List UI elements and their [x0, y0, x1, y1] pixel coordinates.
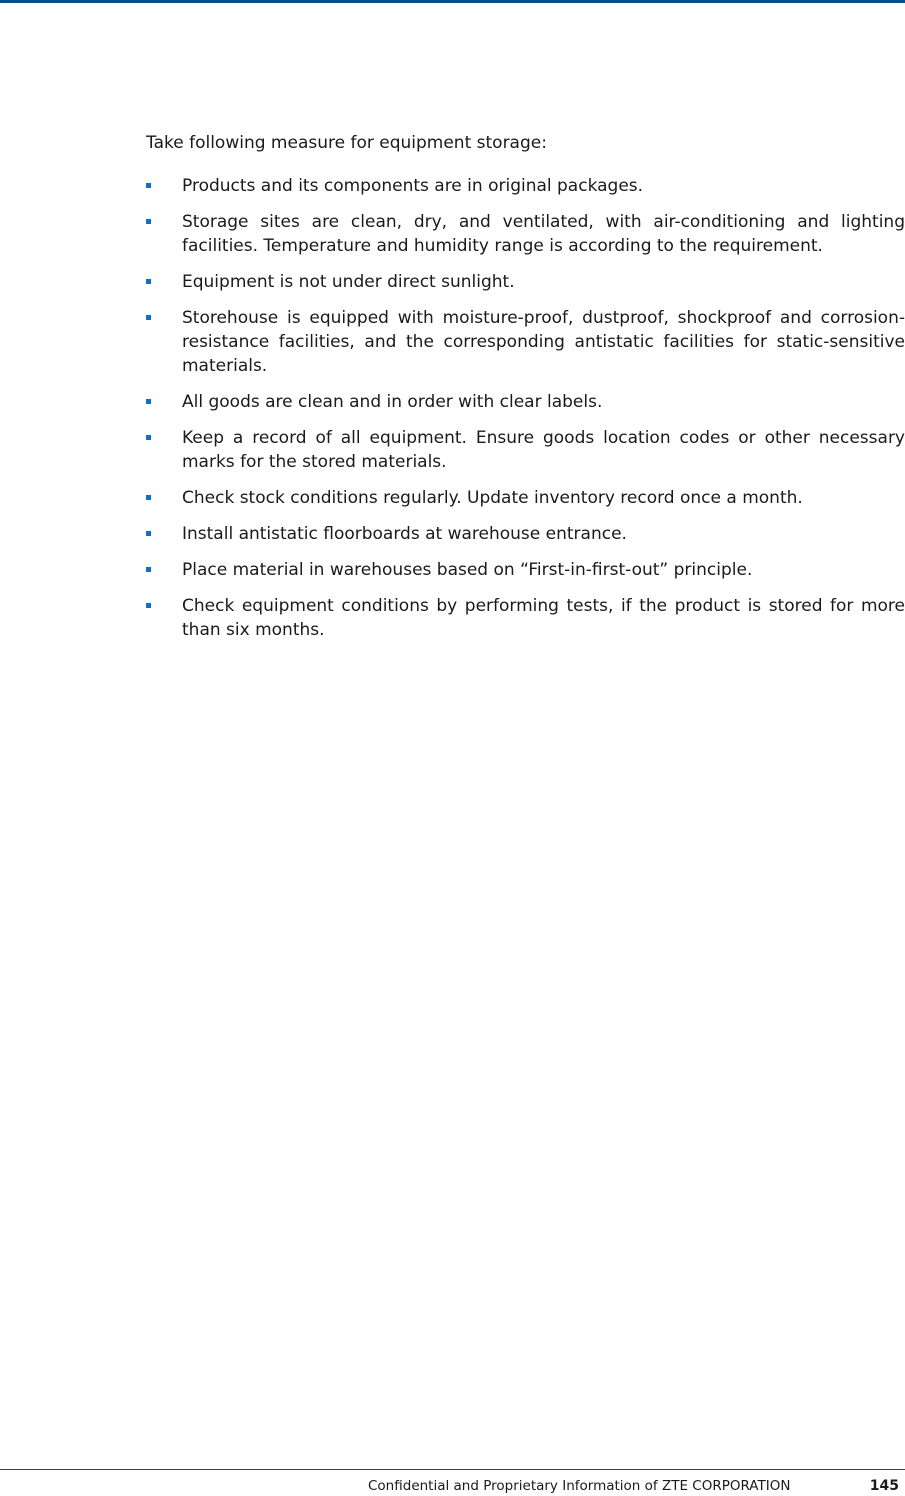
list-item-text: Storage sites are clean, dry, and ventilated, with air-conditioning and lighting facilities. Temperature and humidity range is according to the requirement.: [182, 212, 905, 256]
list-item: [146, 306, 905, 378]
list-item: [146, 594, 905, 642]
list-item-text: Place material in warehouses based on “First-in-first-out” principle.: [182, 560, 753, 580]
header-rule: [0, 0, 905, 3]
list-item-text: Keep a record of all equipment. Ensure goods location codes or other necessary marks for the stored materials.: [182, 428, 905, 472]
square-bullet-icon: [146, 531, 151, 536]
square-bullet-icon: [146, 495, 151, 500]
list-item-text: Check stock conditions regularly. Update inventory record once a month.: [182, 488, 803, 508]
square-bullet-icon: [146, 183, 151, 188]
list-item-text: Equipment is not under direct sunlight.: [182, 272, 515, 292]
document-body: [146, 131, 905, 654]
square-bullet-icon: [146, 603, 151, 608]
page-number: 145: [869, 1478, 899, 1494]
list-item: [146, 558, 905, 582]
list-item: [146, 270, 905, 294]
list-item-text: Storehouse is equipped with moisture-proof, dustproof, shockproof and corrosion-resistance facilities, and the corresponding antistatic facilities for static-sensitive materials.: [182, 308, 905, 376]
list-item: [146, 522, 905, 546]
square-bullet-icon: [146, 399, 151, 404]
list-item-text: All goods are clean and in order with clear labels.: [182, 392, 603, 412]
list-item-text: Products and its components are in original packages.: [182, 176, 644, 196]
list-item: [146, 174, 905, 198]
list-item: [146, 426, 905, 474]
intro-paragraph: Take following measure for equipment storage:: [146, 133, 547, 153]
square-bullet-icon: [146, 279, 151, 284]
list-item-text: Install antistatic floorboards at warehouse entrance.: [182, 524, 627, 544]
square-bullet-icon: [146, 315, 151, 320]
square-bullet-icon: [146, 435, 151, 440]
footer-confidential-notice: Confidential and Proprietary Information of ZTE CORPORATION: [368, 1478, 791, 1494]
list-item: [146, 486, 905, 510]
list-item: [146, 390, 905, 414]
footer-rule: [0, 1469, 905, 1470]
list-item: [146, 210, 905, 258]
list-item-text: Check equipment conditions by performing tests, if the product is stored for more than six months.: [182, 596, 905, 640]
square-bullet-icon: [146, 219, 151, 224]
storage-measures-list: [146, 174, 905, 642]
square-bullet-icon: [146, 567, 151, 572]
